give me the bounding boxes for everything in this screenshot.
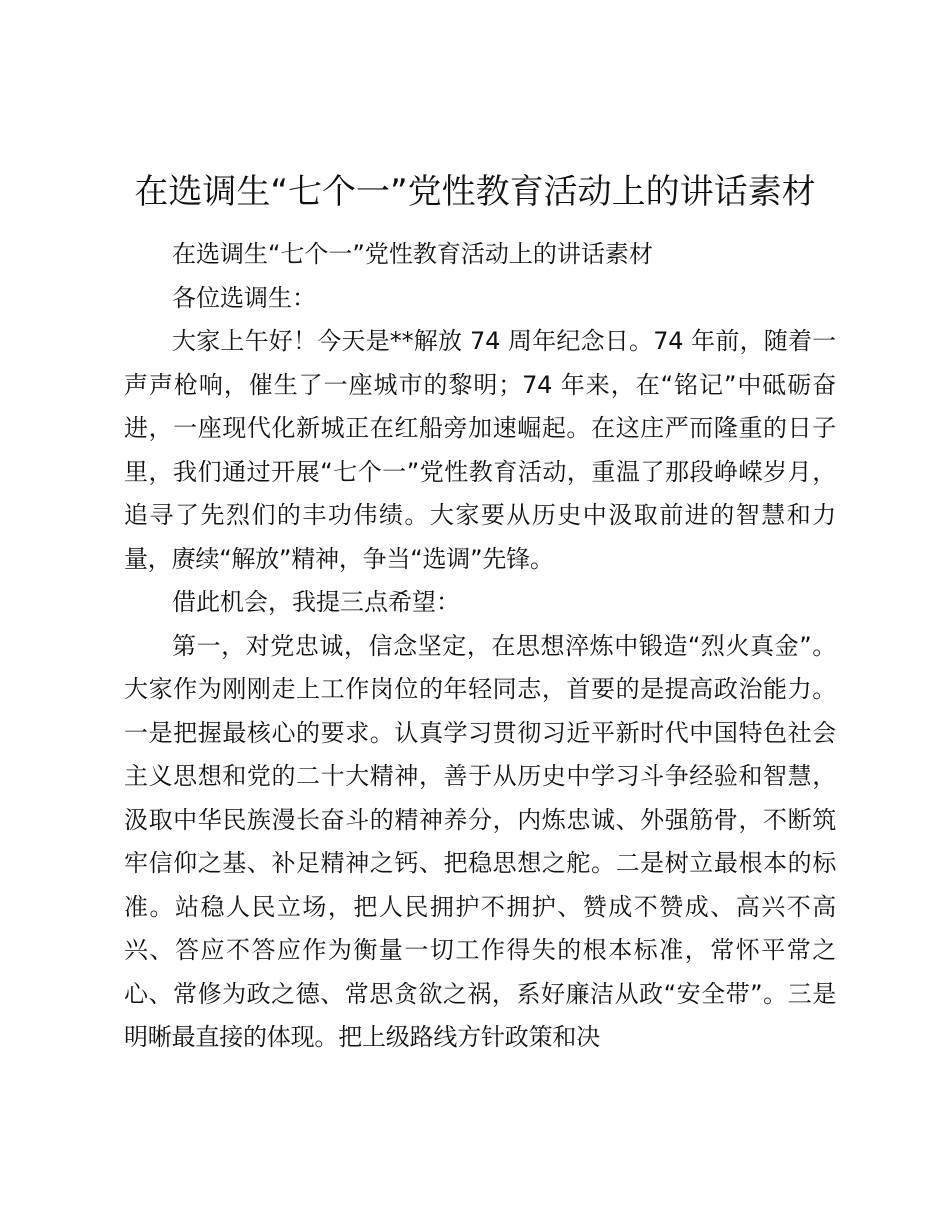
- transition-paragraph: 借此机会，我提三点希望：: [172, 588, 460, 616]
- first-point-paragraph: 第一，对党忠诚，信念坚定，在思想淬炼中锻造“烈火真金”。大家作为刚刚走上工作岗位的年轻同志，首要的是提高政治能力。一是把握最核心的要求。认真学习贯彻习近平新时代中国特色社会主义思想和党的二十大精神，善于从历史中学习斗争经验和智慧，汲取中华民族漫长奋斗的精神养分，内炼忠诚、外强筋骨，不断筑牢信仰之基、补足精神之钙、把稳思想之舵。二是树立最根本的标准。站稳人民立场，把人民拥护不拥护、赞成不赞成、高兴不高兴、答应不答应作为衡量一切工作得失的根本标准，常怀平常之心、常修为政之德、常思贪欲之祸，系好廉洁从政“安全带”。三是明晰最直接的体现。把上级路线方针政策和决: [124, 631, 836, 1051]
- body-heading-paragraph: 在选调生“七个一”党性教育活动上的讲话素材: [172, 240, 653, 268]
- document-body: [124, 233, 836, 1060]
- salutation-paragraph: 各位选调生：: [172, 283, 316, 312]
- document-title: 在选调生“七个一”党性教育活动上的讲话素材: [134, 172, 816, 212]
- opening-paragraph: 大家上午好！今天是**解放 74 周年纪念日。74 年前，随着一声声枪响，催生了一座城市的黎明；74 年来，在“铭记”中砥砺奋进，一座现代化新城正在红船旁加速崛起。在这庄严而隆重的日子里，我们通过开展“七个一”党性教育活动，重温了那段峥嵘岁月，追寻了先烈们的丰功伟绩。大家要从历史中汲取前进的智慧和力量，赓续“解放”精神，争当“选调”先锋。: [124, 327, 836, 573]
